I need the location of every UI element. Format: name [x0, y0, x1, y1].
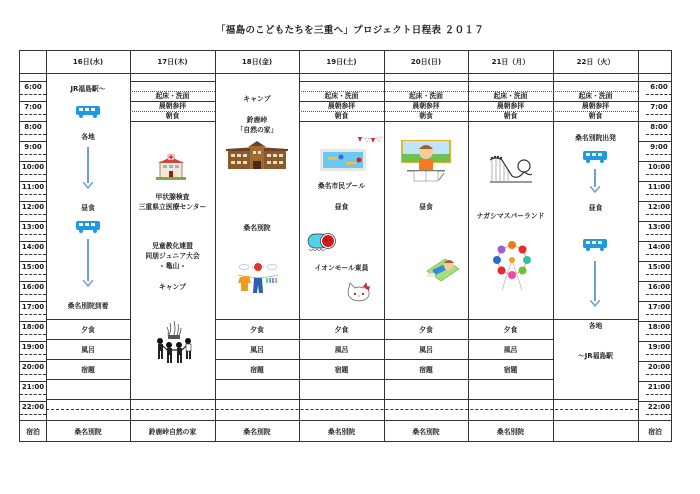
time-label: 21:00: [20, 382, 46, 395]
worship-label: 晨朝参拝: [496, 102, 525, 110]
lodging-cell: 桑名別院: [74, 428, 102, 436]
nap-kid-icon: [423, 257, 461, 283]
time-label: 18:00: [646, 322, 672, 335]
time-label: 8:00: [20, 122, 46, 135]
time-label: 10:00: [646, 162, 672, 175]
homework-label: 宿題: [503, 366, 518, 374]
wake-label: 起床・洗面: [409, 92, 443, 100]
time-label: 7:00: [20, 102, 46, 115]
time-label: 9:00: [20, 142, 46, 155]
arrow-down-icon: [590, 169, 600, 193]
various-places: 各地: [81, 133, 95, 141]
worship-label: 晨朝参拝: [327, 102, 356, 110]
time-label: 6:00: [646, 82, 672, 95]
column-header: 19日(土): [326, 58, 357, 66]
lunch-label: 昼食: [334, 203, 349, 211]
worship-label: 晨朝参拝: [412, 102, 440, 110]
dinner-label: 夕食: [419, 326, 433, 334]
time-label: 6:00: [20, 82, 46, 95]
time-label: 15:00: [20, 262, 46, 275]
bus-icon: [583, 151, 607, 163]
time-label: 22:00: [20, 402, 46, 415]
worship-label: 晨朝参拝: [158, 102, 187, 110]
bath-label: 風呂: [334, 346, 349, 354]
arrive-fukushima: ～JR福島駅: [578, 352, 613, 360]
wake-label: 起床・洗面: [493, 92, 528, 100]
roller-coaster-icon: [490, 154, 532, 184]
time-label: 11:00: [646, 182, 672, 195]
time-label: 7:00: [646, 102, 672, 115]
nagashima-label: ナガシマスパーランド: [476, 212, 545, 220]
time-label: 10:00: [20, 162, 46, 175]
time-label: 14:00: [20, 242, 46, 255]
bath-label: 風呂: [250, 346, 264, 354]
divider: [638, 51, 639, 441]
time-label: 22:00: [646, 402, 672, 415]
column-header: 17日(木): [157, 58, 188, 66]
various-places: 各地: [588, 322, 603, 330]
homework-label: 宿題: [334, 366, 349, 374]
depart-fukushima: JR福島駅～: [70, 85, 106, 93]
mall-label: イオンモール東員: [314, 264, 369, 272]
kitty-icon: [346, 280, 372, 302]
time-label: 15:00: [646, 262, 672, 275]
nature-house-icon: [226, 141, 288, 169]
schedule-title: 「福島のこどもたちを三重へ」プロジェクト日程表 ２０１７: [215, 25, 485, 36]
dinner-label: 夕食: [81, 326, 95, 334]
time-label: 17:00: [646, 302, 672, 315]
column-header: 18日(金): [241, 58, 273, 66]
homework-label: 宿題: [250, 366, 264, 374]
dinner-label: 夕食: [334, 326, 349, 334]
divider: [46, 51, 47, 441]
lodging-label: 宿泊: [648, 428, 662, 436]
arrive-betsuin: 桑名別院到着: [67, 302, 109, 310]
arrow-down-icon: [83, 147, 93, 189]
time-label: 18:00: [20, 322, 46, 335]
homework-label: 宿題: [419, 366, 433, 374]
time-label: 12:00: [646, 202, 672, 215]
bus-icon: [76, 106, 100, 118]
breakfast-label: 朝食: [588, 112, 603, 120]
hospital-icon: [156, 154, 186, 180]
time-label: 8:00: [646, 122, 672, 135]
column-header: 21日（月）: [491, 58, 530, 66]
lodging-cell: 桑名別院: [327, 428, 356, 436]
arrow-down-icon: [83, 239, 93, 287]
wake-label: 起床・洗面: [324, 92, 359, 100]
bath-label: 風呂: [81, 346, 95, 354]
lodging-label: 宿泊: [26, 428, 40, 436]
column-header: 16日(水): [72, 58, 104, 66]
nature-house-label: 「自然の家」: [236, 126, 278, 134]
time-label: 11:00: [20, 182, 46, 195]
breakfast-label: 朝食: [334, 112, 349, 120]
thyroid-exam: 甲状腺検査: [155, 193, 190, 201]
lunch-label: 昼食: [588, 204, 603, 212]
wake-label: 起床・洗面: [578, 92, 613, 100]
time-label: 21:00: [646, 382, 672, 395]
camp-label: キャンプ: [243, 95, 271, 103]
dinner-label: 夕食: [250, 326, 264, 334]
time-label: 13:00: [646, 222, 672, 235]
dinner-label: 夕食: [503, 326, 518, 334]
lodging-cell: 桑名別院: [496, 428, 525, 436]
worship-label: 晨朝参拝: [581, 102, 610, 110]
time-label: 19:00: [20, 342, 46, 355]
column-header: 22日（火）: [576, 58, 615, 66]
homework-label: 宿題: [81, 366, 95, 374]
schedule-table: [19, 50, 672, 442]
time-label: 17:00: [20, 302, 46, 315]
breakfast-label: 朝食: [503, 112, 518, 120]
lunch-label: 昼食: [81, 204, 95, 212]
bunting-icon: [357, 136, 383, 144]
time-label: 19:00: [646, 342, 672, 355]
ferris-wheel-icon: [492, 238, 532, 292]
medical-center: 三重県立医療センター: [138, 203, 207, 211]
breakfast-label: 朝食: [419, 112, 433, 120]
column-header: 20日(日): [410, 58, 442, 66]
laundry-icon: [236, 261, 280, 297]
pool-icon: [320, 149, 366, 171]
bath-label: 風呂: [503, 346, 518, 354]
depart-betsuin: 桑名別院出発: [575, 134, 616, 142]
lodging-cell: 鈴鹿峠自然の家: [148, 428, 197, 436]
time-label: 13:00: [20, 222, 46, 235]
bus-icon: [76, 221, 100, 233]
study-kid-icon: [401, 140, 451, 188]
pool-label: 桑名市民プール: [317, 182, 366, 190]
betsuin-label: 桑名別院: [243, 224, 271, 232]
breakfast-label: 朝食: [165, 112, 180, 120]
campfire-kids-icon: [153, 319, 195, 373]
bath-label: 風呂: [419, 346, 433, 354]
suzuka-label: 鈴鹿峠: [246, 116, 268, 124]
time-label: 20:00: [646, 362, 672, 375]
bus-icon: [583, 239, 607, 251]
divider: [215, 51, 216, 441]
event-place: - 亀山 -: [160, 262, 185, 270]
lunch-label: 昼食: [419, 203, 433, 211]
divider: [20, 73, 671, 74]
wake-label: 起床・洗面: [155, 92, 190, 100]
time-label: 16:00: [20, 282, 46, 295]
time-label: 20:00: [20, 362, 46, 375]
lodging-cell: 桑名別院: [243, 428, 271, 436]
camp-label: キャンプ: [158, 283, 187, 291]
time-label: 12:00: [20, 202, 46, 215]
time-label: 9:00: [646, 142, 672, 155]
arrow-down-icon: [590, 261, 600, 307]
event-league: 児童教化連盟: [152, 242, 193, 250]
time-label: 16:00: [646, 282, 672, 295]
lodging-cell: 桑名別院: [412, 428, 440, 436]
taiko-drum-icon: [306, 231, 336, 253]
event-junior: 同朋ジュニア大会: [145, 252, 200, 260]
time-label: 14:00: [646, 242, 672, 255]
